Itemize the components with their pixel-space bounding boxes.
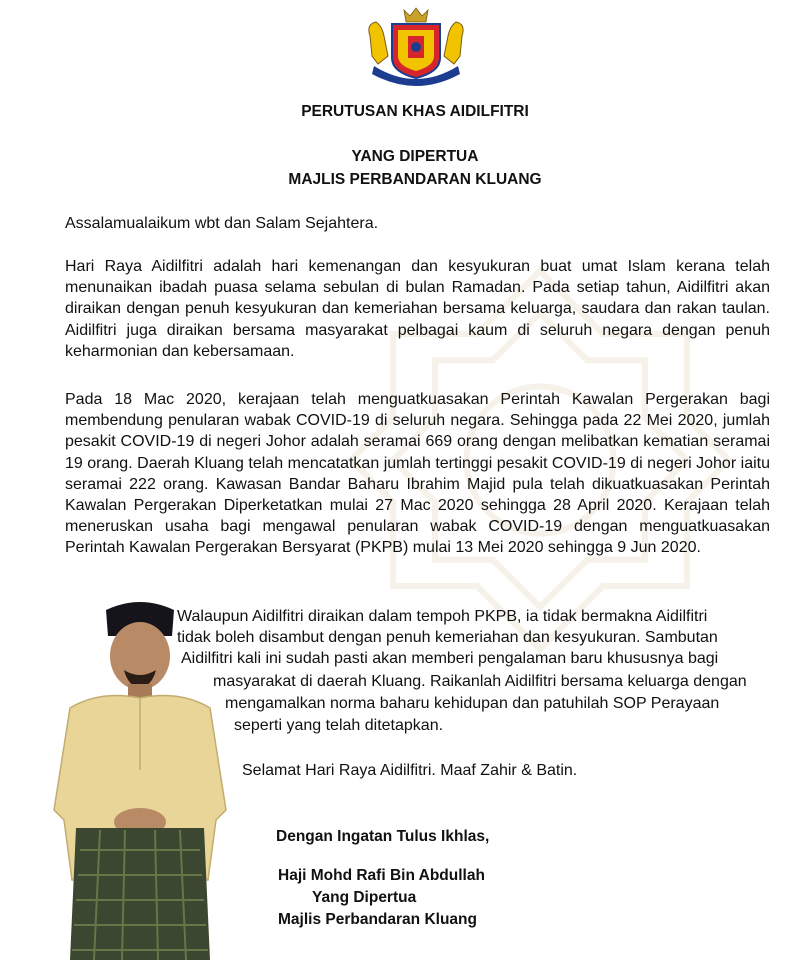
signature-salutation: Dengan Ingatan Tulus Ikhlas, bbox=[276, 828, 490, 845]
subtitle-position: YANG DIPERTUA bbox=[351, 148, 479, 165]
paragraph-3-line: tidak boleh disambut dengan penuh kemeriahan dan kesyukuran. Sambutan bbox=[177, 629, 718, 646]
paragraph-3-line: Walaupun Aidilfitri diraikan dalam tempoh PKPB, ia tidak bermakna Aidilfitri bbox=[177, 608, 708, 625]
person-portrait-icon bbox=[40, 590, 240, 960]
greeting: Assalamualaikum wbt dan Salam Sejahtera. bbox=[65, 215, 379, 232]
signatory-name: Haji Mohd Rafi Bin Abdullah bbox=[278, 867, 485, 884]
paragraph-3-line: seperti yang telah ditetapkan. bbox=[234, 717, 444, 734]
subtitle-organization: MAJLIS PERBANDARAN KLUANG bbox=[288, 171, 542, 188]
paragraph-3-line: masyarakat di daerah Kluang. Raikanlah Aidilfitri bersama keluarga dengan bbox=[213, 673, 747, 690]
page-title: PERUTUSAN KHAS AIDILFITRI bbox=[301, 103, 529, 120]
signatory-position: Yang Dipertua bbox=[312, 889, 417, 906]
signatory-organization: Majlis Perbandaran Kluang bbox=[278, 911, 477, 928]
municipal-crest-icon bbox=[364, 6, 468, 90]
paragraph-3-line: mengamalkan norma baharu kehidupan dan patuhilah SOP Perayaan bbox=[225, 695, 720, 712]
paragraph-1: Hari Raya Aidilfitri adalah hari kemenangan dan kesyukuran buat umat Islam kerana telah menunaikan ibadah puasa selama sebulan di bulan Ramadan. Pada setiap tahun, Aidilfitri akan diraikan dengan penuh kesyukuran dan kemeriahan bersama keluarga, saudara dan rakan taulan. Aidilfitri juga diraikan bersama masyarakat pelbagai kaum di seluruh negara dengan penuh keharmonian dan kebersamaan. bbox=[65, 258, 770, 360]
paragraph-2: Pada 18 Mac 2020, kerajaan telah menguatkuasakan Perintah Kawalan Pergerakan bagi membendung penularan wabak COVID-19 di seluruh negara. Sehingga pada 22 Mei 2020, jumlah pesakit COVID-19 di negeri Johor adalah seramai 669 orang dengan melibatkan kematian seramai 19 orang. Daerah Kluang telah mencatatkan jumlah tertinggi pesakit COVID-19 di negeri Johor iaitu seramai 222 orang. Kawasan Bandar Baharu Ibrahim Majid pula telah dikuatkuasakan Perintah Kawalan Pergerakan Diperketatkan mulai 27 Mac 2020 sehingga 28 April 2020. Kerajaan telah meneruskan usaha bagi mengawal penularan wabak COVID-19 dengan menguatkuasakan Perintah Kawalan Pergerakan Bersyarat (PKPB) mulai 13 Mei 2020 sehingga 9 Jun 2020. bbox=[65, 391, 770, 557]
paragraph-3-line: Aidilfitri kali ini sudah pasti akan memberi pengalaman baru khususnya bagi bbox=[181, 650, 719, 667]
closing-greeting: Selamat Hari Raya Aidilfitri. Maaf Zahir & Batin. bbox=[242, 762, 578, 779]
